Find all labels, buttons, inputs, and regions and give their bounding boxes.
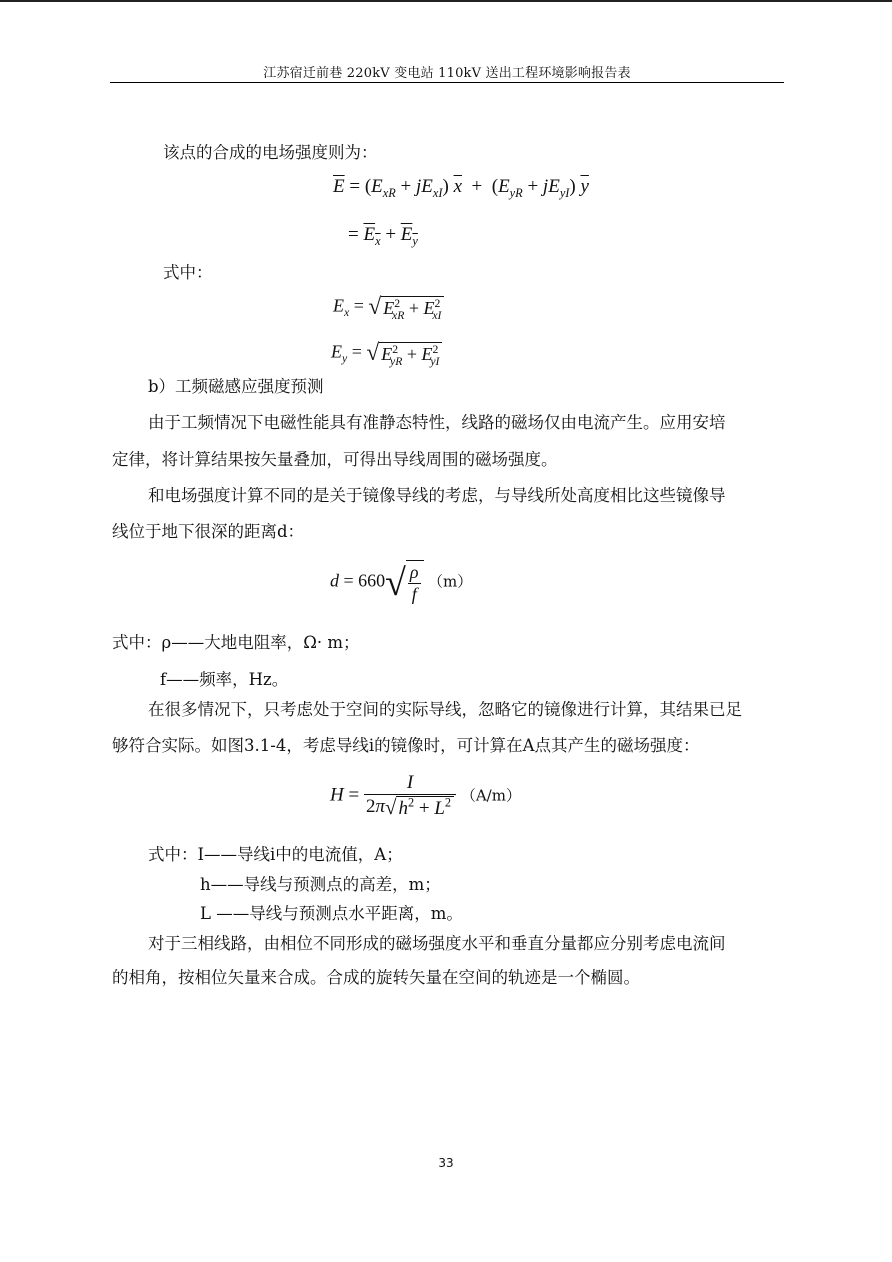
paragraph-actual-line2: 够符合实际。如图3.1-4，考虑导线i的镜像时，可计算在A点其产生的磁场强度： xyxy=(112,736,700,755)
paragraph-image-line1: 和电场强度计算不同的是关于镜像导线的考虑，与导线所处高度相比这些镜像导 xyxy=(148,486,726,505)
paragraph-f-def: f——频率，Hz。 xyxy=(160,670,289,689)
page-number: 33 xyxy=(438,1156,454,1170)
unit-am: （A/m） xyxy=(460,786,521,805)
paragraph-i-def: 式中：I——导线i中的电流值，A； xyxy=(148,845,403,864)
paragraph-where-1: 式中： xyxy=(163,263,213,282)
paragraph-image-line2: 线位于地下很深的距离d： xyxy=(112,522,305,541)
header-rule xyxy=(110,82,784,83)
paragraph-l-def: L ——导线与预测点水平距离，m。 xyxy=(200,904,463,923)
formula-magnetic-h: H = $\frac{I}{2\pi√ h^2 + L^2}$ （A/m） xyxy=(330,772,521,819)
section-heading-magnetic: b）工频磁感应强度预测 xyxy=(148,377,324,396)
paragraph-resultant-field: 该点的合成的电场强度则为： xyxy=(163,143,378,162)
coefficient-660: 660 xyxy=(358,570,386,591)
page-header: 江苏宿迁前巷 220kV 变电站 110kV 送出工程环境影响报告表 xyxy=(263,66,631,81)
paragraph-h-def: h——导线与预测点的高差，m； xyxy=(200,875,441,894)
formula-depth-d: d = 660√ $\frac{\rho}{f}$ （m） xyxy=(330,561,473,604)
formula-resultant-e: $\overline{E} = (E_{xR} + jE_{xI}) \overline{x} + (E_{yR} + jE_{yI})$ $\overline{y}$ xyxy=(333,176,589,200)
paragraph-quasistatic-line2: 定律，将计算结果按矢量叠加，可得出导线周围的磁场强度。 xyxy=(112,450,558,469)
formula-ey: $E_y$ = √ $E^2_{yR} + E^2_{yI}$ xyxy=(331,340,442,367)
paragraph-quasistatic-line1: 由于工频情况下电磁性能具有准静态特性，线路的磁场仅由电流产生。应用安培 xyxy=(148,413,726,432)
paragraph-actual-line1: 在很多情况下，只考虑处于空间的实际导线，忽略它的镜像进行计算，其结果已足 xyxy=(148,700,742,719)
page-top-border xyxy=(0,0,892,2)
unit-m: （m） xyxy=(428,572,473,591)
paragraph-rho-def: 式中：ρ——大地电阻率，Ω· m； xyxy=(112,633,360,652)
paragraph-threephase-line2: 的相角，按相位矢量来合成。合成的旋转矢量在空间的轨迹是一个椭圆。 xyxy=(112,968,640,987)
formula-resultant-e-sum: = $E_x + E_y$ xyxy=(348,224,418,248)
formula-ex: $E_x$ = √ $E^2_{xR} + E^2_{xI}$ xyxy=(333,294,444,321)
paragraph-threephase-line1: 对于三相线路，由相位不同形成的磁场强度水平和垂直分量都应分别考虑电流间 xyxy=(148,934,726,953)
